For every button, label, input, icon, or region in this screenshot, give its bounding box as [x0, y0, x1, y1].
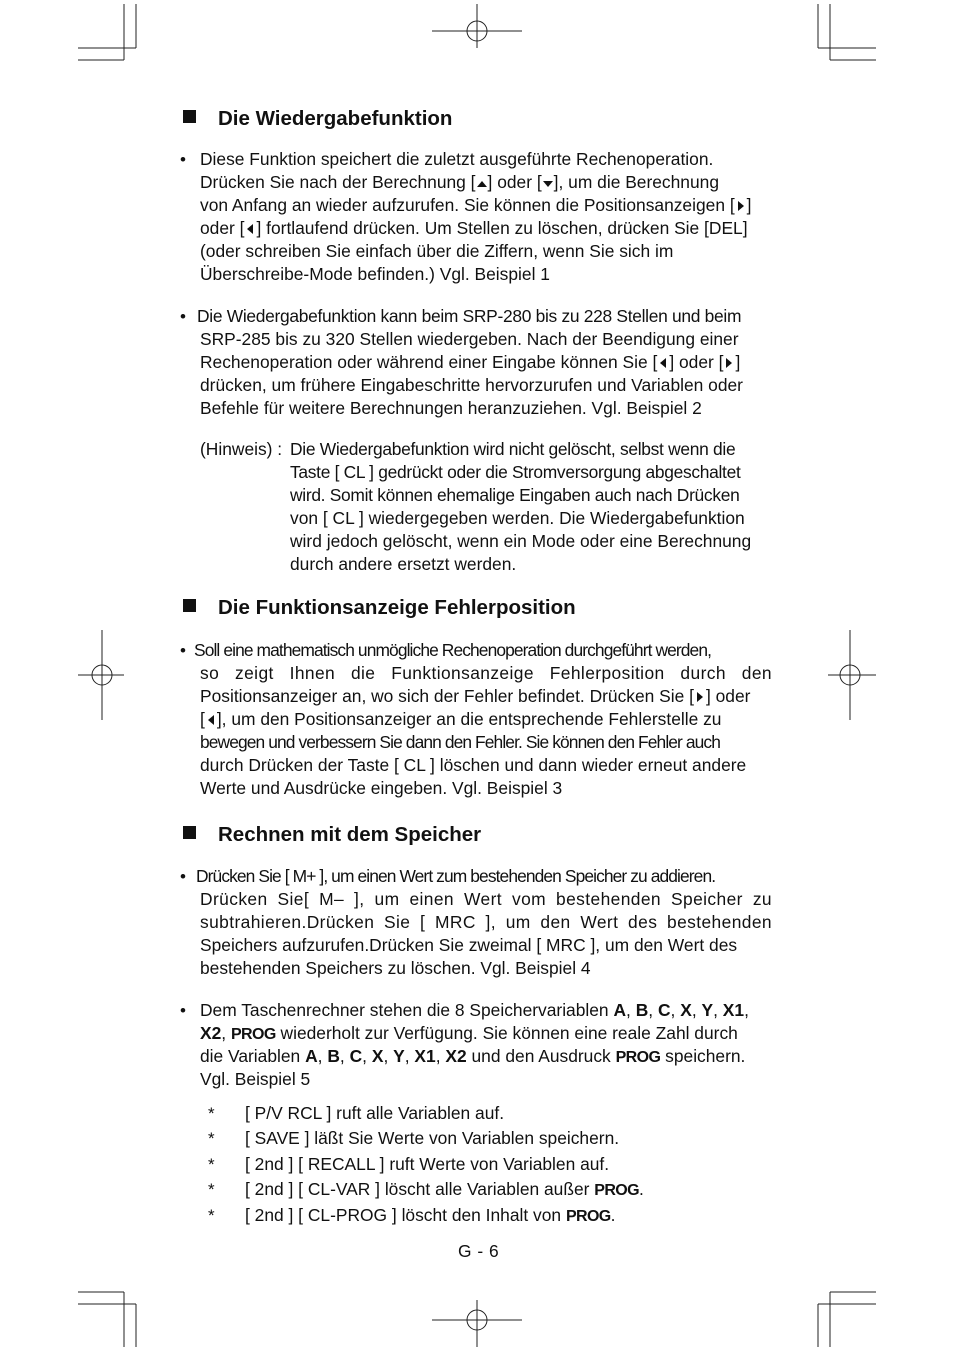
square-bullet-icon — [183, 826, 196, 839]
page-number: G - 6 — [458, 1241, 500, 1261]
section-heading-fehlerposition: Die Funktionsanzeige Fehlerposition — [183, 595, 576, 621]
hinweis-label: (Hinweis) : — [200, 439, 283, 459]
paragraph-speicher-2: Dem Taschenrechner stehen die 8 Speichervariablen A, B, C, X, Y, X1, X2, PROG wiederholt zur Verfügung. Sie können eine reale Zahl durch die Variablen A, B, C, X, Y, X1, X2 und den Ausdruck PROG speichern. Vgl. Beispiel 5 — [200, 1000, 749, 1089]
note-pv-rcl: [ P/V RCL ] ruft alle Variablen auf. — [245, 1103, 505, 1123]
right-triangle-icon — [694, 691, 706, 703]
right-triangle-icon — [735, 200, 747, 212]
bullet-icon: • — [180, 641, 186, 660]
left-triangle-icon — [244, 223, 256, 235]
paragraph-wiedergabe-2: Die Wiedergabefunktion kann beim SRP-280 bis zu 228 Stellen und beim SRP-285 bis zu 320 Stellen wiedergeben. Nach der Beendigung einer Rechenoperation oder während einer Eingabe können Sie [ ] oder [ ] drücken, um frühere Eingabeschritte hervorzurufen und Variablen oder Befehle für weitere Berechnungen heranzuziehen. Vgl. Beispiel 2 — [197, 306, 743, 418]
section-heading-wiedergabe: Die Wiedergabefunktion — [183, 106, 452, 132]
left-triangle-icon — [205, 714, 217, 726]
note-star: * — [208, 1129, 215, 1148]
note-cl-var: [ 2nd ] [ CL-VAR ] löscht alle Variablen außer PROG. — [245, 1179, 644, 1199]
bullet-icon: • — [180, 867, 186, 886]
bullet-icon: • — [180, 150, 186, 169]
down-triangle-icon — [542, 179, 554, 189]
hinweis-text: Die Wiedergabefunktion wird nicht gelöscht, selbst wenn die Taste [ CL ] gedrückt oder die Stromversorgung abgeschaltet wird. Somit können ehemalige Eingaben auch nach Drücken von [ CL ] wiedergegeben werden. Die Wiedergabefunktion wird jedoch gelöscht, wenn ein Mode oder eine Berechnung durch andere ersetzt werden. — [290, 439, 752, 574]
square-bullet-icon — [183, 110, 196, 123]
up-triangle-icon — [476, 179, 488, 189]
right-triangle-icon — [723, 357, 735, 369]
note-cl-prog: [ 2nd ] [ CL-PROG ] löscht den Inhalt von PROG. — [245, 1205, 616, 1225]
note-star: * — [208, 1180, 215, 1199]
bullet-icon: • — [180, 307, 186, 326]
note-recall: [ 2nd ] [ RECALL ] ruft Werte von Variablen auf. — [245, 1154, 610, 1174]
note-save: [ SAVE ] läßt Sie Werte von Variablen speichern. — [245, 1128, 620, 1148]
paragraph-wiedergabe-1: Diese Funktion speichert die zuletzt ausgeführte Rechenoperation. Drücken Sie nach der Berechnung [ ] oder [ ], um die Berechnung von Anfang an wieder aufzurufen. Sie können die Positionsanzeigen [ ] oder [ ] fortlaufend drücken. Um Stellen zu löschen, drücken Sie [DEL] (oder schreiben Sie einfach über die Ziffern, wenn Sie sich im Überschreibe-Mode befinden.) Vgl. Beispiel 1 — [200, 149, 752, 284]
note-star: * — [208, 1104, 215, 1123]
bullet-icon: • — [180, 1001, 186, 1020]
paragraph-fehlerposition: Soll eine mathematisch unmögliche Rechenoperation durchgeführt werden, so zeigt Ihnen die Funktionsanzeige Fehlerposition durch den Positionsanzeiger an, wo sich der Fehler befindet. Drücken Sie [ ] oder [ ], um den Positionsanzeiger an die entsprechende Fehlerstelle zu bewegen und verbessern Sie dann den Fehler. Sie können den Fehler auch durch Drücken der Taste [ CL ] löschen und dann wieder erneut andere Werte und Ausdrücke eingeben. Vgl. Beispiel 3 — [194, 640, 772, 798]
note-star: * — [208, 1155, 215, 1174]
section-heading-speicher: Rechnen mit dem Speicher — [183, 822, 481, 848]
note-star: * — [208, 1206, 215, 1225]
paragraph-speicher-1: Drücken Sie [ M+ ], um einen Wert zum bestehenden Speicher zu addieren. Drücken Sie[ M– ], um einen Wert vom bestehenden Speicher zu subtrahieren.Drücken Sie [ MRC ], um den Wert des bestehenden Speichers aufzurufen.Drücken Sie zweimal [ MRC ], um den Wert des bestehenden Speichers zu löschen. Vgl. Beispiel 4 — [196, 866, 772, 978]
square-bullet-icon — [183, 599, 196, 612]
left-triangle-icon — [657, 357, 669, 369]
